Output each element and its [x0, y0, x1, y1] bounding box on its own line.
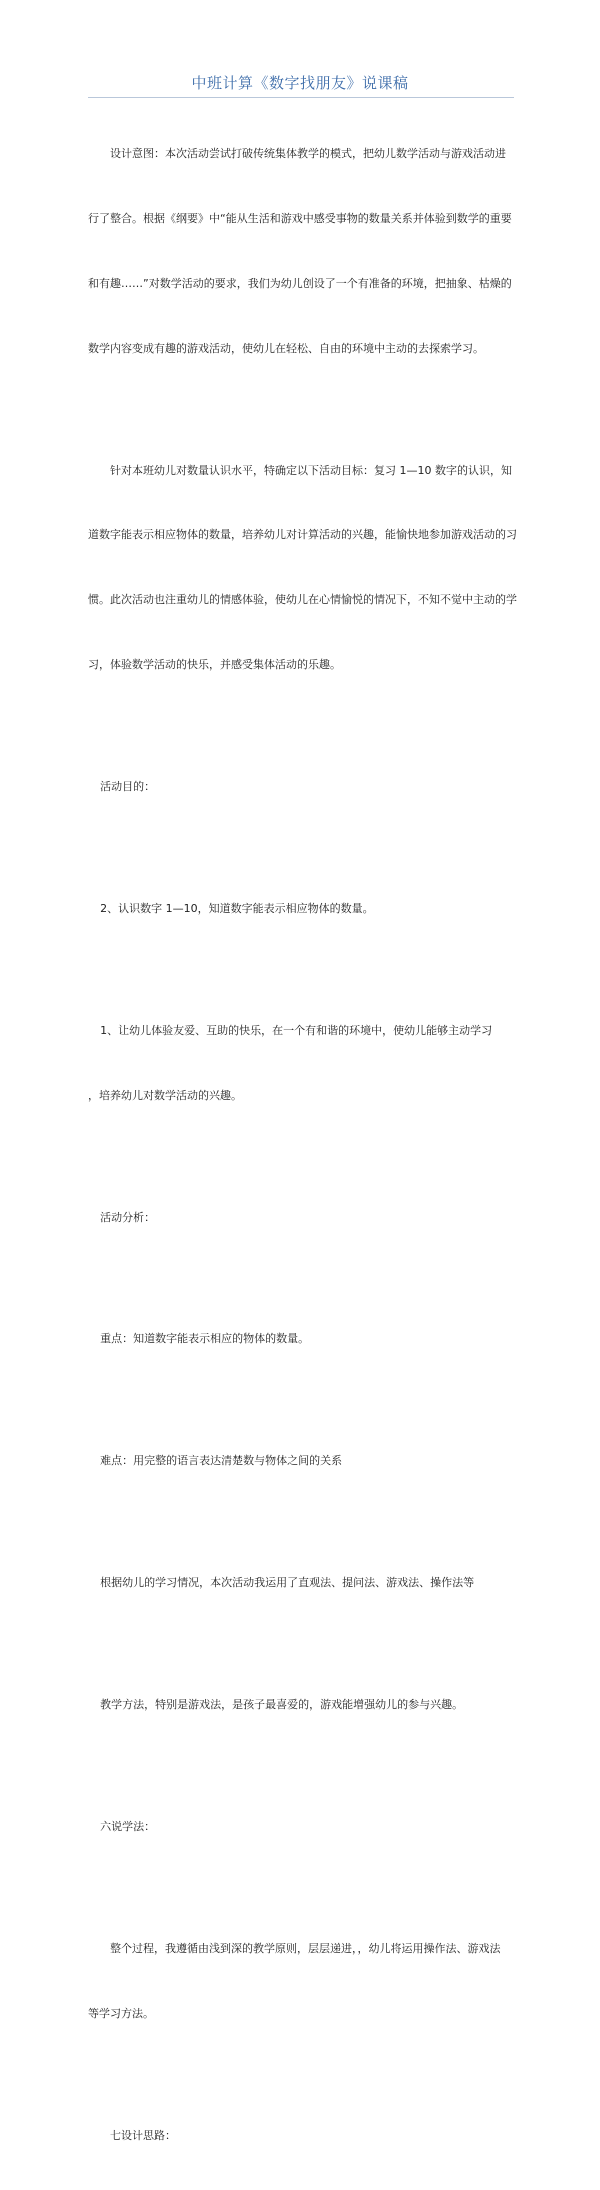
text-line: 道数字能表示相应物体的数量，培养幼儿对计算活动的兴趣，能愉快地参加游戏活动的习: [88, 528, 517, 542]
text-line: 七设计思路：: [110, 2129, 176, 2143]
text-line: 习，体验数学活动的快乐，并感受集体活动的乐趣。: [88, 657, 341, 671]
text-line: 活动目的：: [100, 779, 156, 793]
paragraph-heading-learning: [88, 1773, 520, 1881]
paragraph-heading-analysis: [88, 1163, 520, 1271]
paragraph-heading-purpose: [88, 733, 520, 841]
text-line: 行了整合。根据《纲要》中“能从生活和游戏中感受事物的数量关系并体验到数学的重要: [88, 211, 512, 225]
title-divider: [88, 97, 514, 98]
text-line: 数学内容变成有趣的游戏活动，使幼儿在轻松、自由的环境中主动的去探索学习。: [88, 341, 484, 355]
text-line: 难点：用完整的语言表达清楚数与物体之间的关系: [100, 1454, 343, 1468]
text-line: 六说学法：: [100, 1820, 156, 1834]
text-line: 根据幼儿的学习情况，本次活动我运用了直观法、提问法、游戏法、操作法等: [100, 1576, 475, 1590]
document-body: [88, 100, 520, 2190]
text-line: ，培养幼儿对数学活动的兴趣。: [88, 1088, 242, 1102]
text-line: 和有趣……”对数学活动的要求，我们为幼儿创设了一个有准备的环境，把抽象、枯燥的: [88, 276, 512, 290]
paragraph-objective-1: [88, 977, 520, 1150]
paragraph-heading-design: [88, 2082, 520, 2190]
text-line: 教学方法，特别是游戏法，是孩子最喜爱的，游戏能增强幼儿的参与兴趣。: [100, 1698, 464, 1712]
paragraph-design-intent: [88, 100, 520, 402]
paragraph-learning-process: [88, 1895, 520, 2068]
paragraph-difficulty: [88, 1407, 520, 1515]
text-line: 等学习方法。: [88, 2007, 154, 2021]
document-title: 中班计算《数字找朋友》说课稿: [191, 74, 409, 92]
text-line: 针对本班幼儿对数量认识水平，特确定以下活动目标：复习 1—10 数字的认识，知: [110, 463, 512, 477]
text-line: 重点：知道数字能表示相应的物体的数量。: [100, 1332, 310, 1346]
text-line: 设计意图：本次活动尝试打破传统集体教学的模式，把幼儿数学活动与游戏活动进: [110, 147, 506, 161]
paragraph-teaching-methods: [88, 1651, 520, 1759]
paragraph-activity-goals: [88, 416, 520, 718]
paragraph-key-point: [88, 1285, 520, 1393]
text-line: 2、认识数字 1—10，知道数字能表示相应物体的数量。: [100, 901, 374, 915]
paragraph-objective-2: [88, 855, 520, 963]
text-line: 活动分析：: [100, 1210, 156, 1224]
text-line: 惯。此次活动也注重幼儿的情感体验，使幼儿在心情愉悦的情况下，不知不觉中主动的学: [88, 593, 517, 607]
text-line: 1、让幼儿体验友爱、互助的快乐，在一个有和谐的环境中，使幼儿能够主动学习: [100, 1023, 493, 1037]
text-line: 整个过程，我遵循由浅到深的教学原则，层层递进，，幼儿将运用操作法、游戏法: [110, 1942, 501, 1956]
paragraph-methods: [88, 1529, 520, 1637]
